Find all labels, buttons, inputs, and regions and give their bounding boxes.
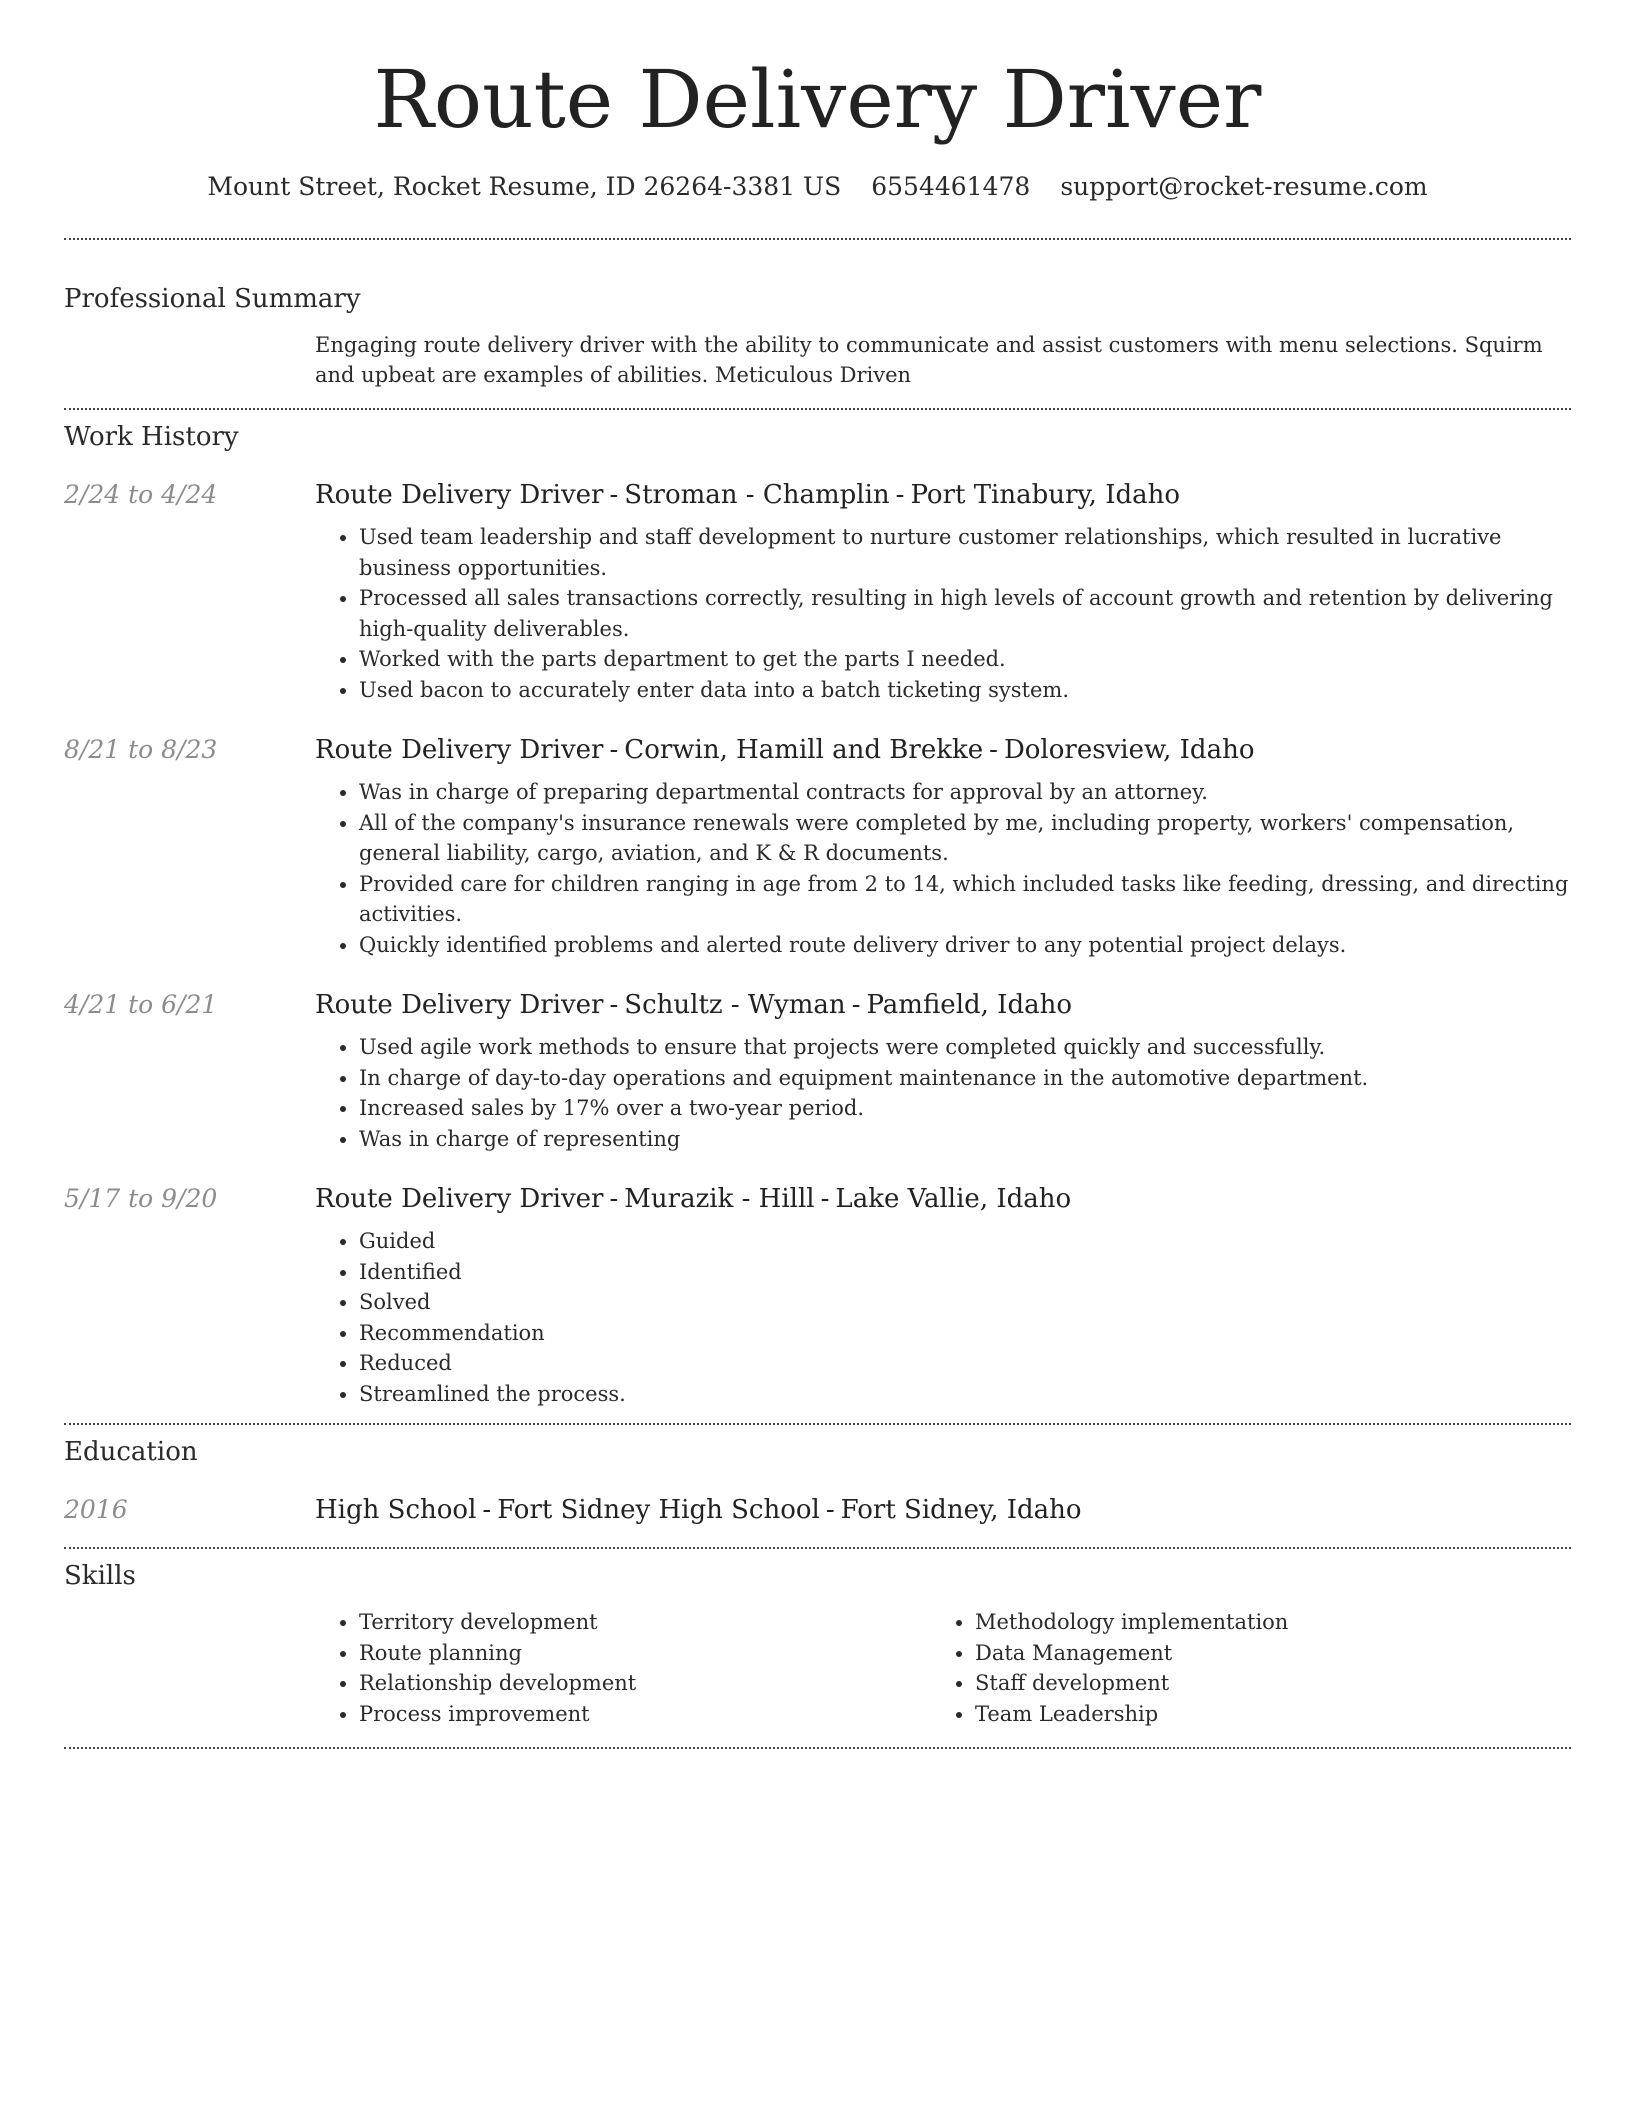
job-entry bbox=[64, 478, 1571, 705]
section-title-education: Education bbox=[64, 1437, 198, 1467]
job-company: Stroman - Champlin bbox=[624, 480, 890, 510]
job-location: Port Tinabury, Idaho bbox=[910, 480, 1181, 510]
education-heading bbox=[315, 1493, 1571, 1527]
job-entry bbox=[64, 988, 1571, 1154]
education-location: Fort Sidney, Idaho bbox=[840, 1495, 1082, 1525]
job-heading bbox=[315, 478, 1571, 512]
education-content bbox=[315, 1493, 1571, 1527]
job-bullets bbox=[315, 1226, 1571, 1409]
job-location: Doloresview, Idaho bbox=[1003, 735, 1255, 765]
divider bbox=[64, 1547, 1571, 1549]
job-heading bbox=[315, 1182, 1571, 1216]
list-item: • All of the company's insurance renewals were completed by me, including property, workers' compensation, general liability, cargo, aviation, and K & R documents. bbox=[359, 808, 1571, 869]
job-heading bbox=[315, 733, 1571, 767]
education-degree: High School bbox=[315, 1495, 477, 1525]
separator: - bbox=[609, 990, 619, 1020]
list-item: • Processed all sales transactions correctly, resulting in high levels of account growth and retention by delivering high-quality deliverables. bbox=[359, 583, 1571, 644]
list-item: • Relationship development bbox=[359, 1668, 931, 1699]
section-title-skills: Skills bbox=[64, 1561, 136, 1591]
job-entry bbox=[64, 733, 1571, 960]
job-dates: 2/24 to 4/24 bbox=[64, 480, 218, 509]
list-item: • Used bacon to accurately enter data into a batch ticketing system. bbox=[359, 675, 1571, 706]
job-title: Route Delivery Driver bbox=[315, 735, 604, 765]
list-item: • Guided bbox=[359, 1226, 1571, 1257]
separator: - bbox=[851, 990, 861, 1020]
job-dates: 5/17 to 9/20 bbox=[64, 1184, 218, 1213]
separator: - bbox=[895, 480, 905, 510]
separator: - bbox=[989, 735, 998, 765]
contact-line bbox=[64, 170, 1571, 204]
contact-address: Mount Street, Rocket Resume, ID 26264-3381 US bbox=[207, 172, 842, 201]
list-item: • Process improvement bbox=[359, 1699, 931, 1730]
list-item: • Was in charge of representing bbox=[359, 1124, 1571, 1155]
job-bullets bbox=[315, 522, 1571, 705]
job-dates: 4/21 to 6/21 bbox=[64, 990, 218, 1019]
separator: - bbox=[825, 1495, 835, 1525]
separator: - bbox=[609, 480, 619, 510]
list-item: • Recommendation bbox=[359, 1318, 1571, 1349]
education-school: Fort Sidney High School bbox=[497, 1495, 820, 1525]
list-item: • Identified bbox=[359, 1257, 1571, 1288]
job-location: Pamfield, Idaho bbox=[866, 990, 1072, 1020]
list-item: • Territory development bbox=[359, 1607, 931, 1638]
list-item: • Staff development bbox=[975, 1668, 1547, 1699]
divider bbox=[64, 1423, 1571, 1425]
job-entry bbox=[64, 1182, 1571, 1409]
section-title-summary: Professional Summary bbox=[64, 284, 361, 314]
job-title: Route Delivery Driver bbox=[315, 990, 604, 1020]
list-item: • Solved bbox=[359, 1287, 1571, 1318]
divider bbox=[64, 408, 1571, 410]
job-content bbox=[315, 733, 1571, 960]
list-item: • Team Leadership bbox=[975, 1699, 1547, 1730]
job-heading bbox=[315, 988, 1571, 1022]
divider bbox=[64, 238, 1571, 240]
job-content bbox=[315, 988, 1571, 1154]
contact-email: support@rocket-resume.com bbox=[1060, 172, 1428, 201]
contact-phone: 6554461478 bbox=[871, 172, 1031, 201]
job-dates: 8/21 to 8/23 bbox=[64, 735, 218, 764]
skills-columns bbox=[315, 1607, 1571, 1729]
list-item: • Was in charge of preparing departmental contracts for approval by an attorney. bbox=[359, 777, 1571, 808]
separator: - bbox=[609, 735, 619, 765]
job-content bbox=[315, 478, 1571, 705]
list-item: • Provided care for children ranging in age from 2 to 14, which included tasks like feeding, dressing, and directing activities. bbox=[359, 869, 1571, 930]
job-content bbox=[315, 1182, 1571, 1409]
list-item: • Methodology implementation bbox=[975, 1607, 1547, 1638]
list-item: • Used agile work methods to ensure that projects were completed quickly and successfully. bbox=[359, 1032, 1571, 1063]
list-item: • In charge of day-to-day operations and equipment maintenance in the automotive department. bbox=[359, 1063, 1571, 1094]
list-item: • Increased sales by 17% over a two-year period. bbox=[359, 1093, 1571, 1124]
job-company: Murazik - Hilll bbox=[624, 1184, 815, 1214]
separator: - bbox=[482, 1495, 492, 1525]
job-title: Route Delivery Driver bbox=[315, 1184, 604, 1214]
list-item: • Data Management bbox=[975, 1638, 1547, 1669]
separator: - bbox=[820, 1184, 830, 1214]
skills-list-right bbox=[931, 1607, 1547, 1729]
resume-page bbox=[64, 0, 1571, 1749]
section-title-work-history: Work History bbox=[64, 422, 239, 452]
list-item: • Worked with the parts department to get the parts I needed. bbox=[359, 644, 1571, 675]
education-entry bbox=[64, 1493, 1571, 1527]
list-item: • Route planning bbox=[359, 1638, 931, 1669]
education-year: 2016 bbox=[64, 1495, 128, 1524]
job-location: Lake Vallie, Idaho bbox=[835, 1184, 1072, 1214]
list-item: • Reduced bbox=[359, 1348, 1571, 1379]
job-company: Schultz - Wyman bbox=[624, 990, 846, 1020]
list-item: • Streamlined the process. bbox=[359, 1379, 1571, 1410]
skills-row bbox=[64, 1607, 1571, 1729]
job-bullets bbox=[315, 1032, 1571, 1154]
job-company: Corwin, Hamill and Brekke bbox=[624, 735, 984, 765]
separator: - bbox=[609, 1184, 619, 1214]
divider bbox=[64, 1747, 1571, 1749]
skills-list-left bbox=[315, 1607, 931, 1729]
summary-text: Engaging route delivery driver with the ability to communicate and assist customers with menu selections. Squirm and upbeat are examples of abilities. Meticulous Driven bbox=[315, 333, 1543, 387]
list-item: • Quickly identified problems and alerted route delivery driver to any potential project delays. bbox=[359, 930, 1571, 961]
list-item: • Used team leadership and staff development to nurture customer relationships, which resulted in lucrative business opportunities. bbox=[359, 522, 1571, 583]
summary-row bbox=[64, 330, 1571, 390]
job-bullets bbox=[315, 777, 1571, 960]
job-title: Route Delivery Driver bbox=[315, 480, 604, 510]
candidate-name: Route Delivery Driver bbox=[373, 53, 1262, 146]
